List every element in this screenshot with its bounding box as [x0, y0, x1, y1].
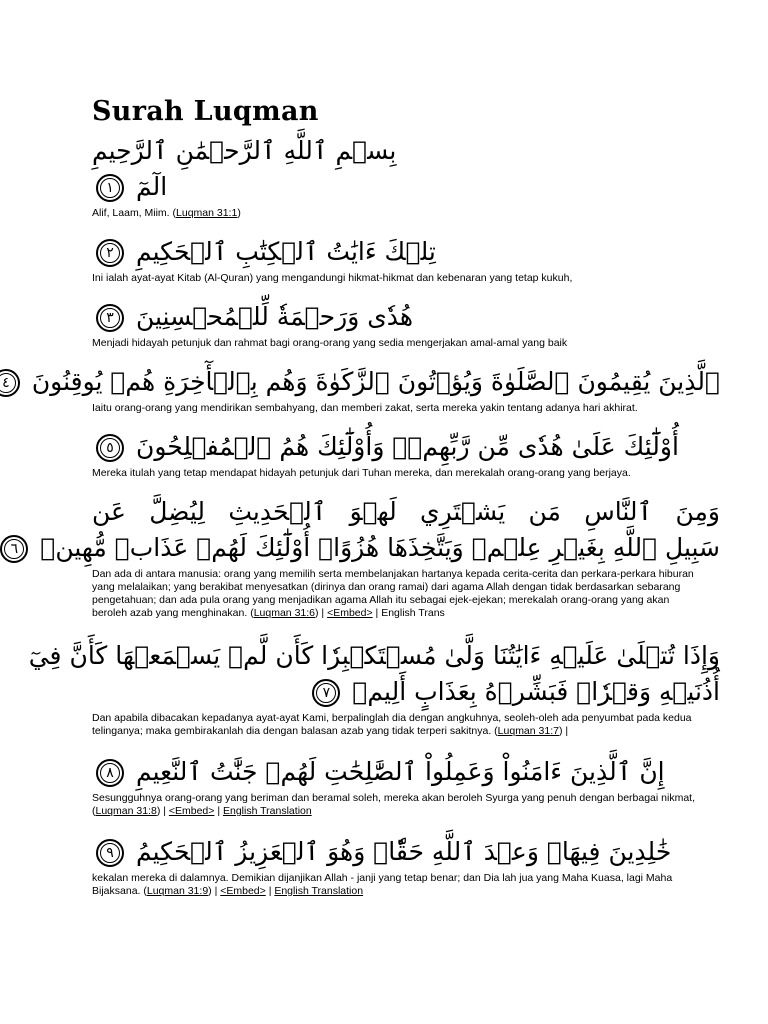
verse-9-translation-text: kekalan mereka di dalamnya. Demikian dijanjikan Allah - janji yang tetap benar; dan Dia lah jua yang Maha Kuasa, lagi Maha Bijaksana. ( — [92, 872, 673, 897]
spacer — [92, 285, 768, 299]
verse-5-text: أُوْلَٰٓئِكَ عَلَىٰ هُدٗى مِّن رَّبِّهِمۡۖ وَأُوْلَٰٓئِكَ هُمُ ٱلۡمُفۡلِحُونَ — [135, 432, 679, 461]
verse-1-text: الٓمٓ — [135, 172, 168, 201]
verse-6-english-text: English Trans — [381, 607, 445, 619]
verse-6-marker: ٦ — [0, 535, 28, 563]
verse-6-text-2: سَبِيلِ ٱللَّهِ بِغَيۡرِ عِلۡمٖ وَيَتَّخِذَهَا هُزُوًاۚ أُوْلَٰٓئِكَ لَهُمۡ عَذَابٞ مُّهِينٞ — [40, 533, 720, 562]
verse-2-text: تِلۡكَ ءَايَٰتُ ٱلۡكِتَٰبِ ٱلۡحَكِيمِ — [135, 237, 436, 266]
verse-8-ref-link[interactable]: Luqman 31:8 — [95, 805, 157, 817]
verse-9-sep-1: ) | — [208, 885, 221, 897]
verse-5-marker: ٥ — [96, 434, 124, 462]
basmala — [92, 133, 720, 169]
verse-4-translation: Iaitu orang-orang yang mendirikan sembahyang, dan memberi zakat, serta mereka yakin tentang adanya hari akhirat. — [92, 402, 638, 414]
verse-3-arabic — [92, 299, 720, 335]
verse-1-arabic — [92, 169, 720, 205]
verse-9-embed-link[interactable]: <Embed> — [220, 885, 266, 897]
verse-8-english-link[interactable]: English Translation — [222, 805, 312, 817]
verse-2-marker: ٢ — [96, 239, 124, 267]
verse-9-sep-2: | — [265, 885, 275, 897]
spacer — [92, 350, 768, 364]
verse-4-arabic — [2, 364, 720, 400]
verse-8-sep-2: | — [214, 805, 223, 817]
verse-9-ref-link[interactable]: Luqman 31:9 — [146, 885, 209, 897]
verse-9-marker: ٩ — [96, 839, 124, 867]
verse-7-marker: ٧ — [312, 679, 340, 707]
spacer — [92, 415, 768, 429]
verse-4-text: ٱلَّذِينَ يُقِيمُونَ ٱلصَّلَوٰةَ وَيُؤۡتُونَ ٱلزَّكَوٰةَ وَهُم بِٱلۡأٓخِرَةِ هُمۡ يُوقِنُونَ — [31, 367, 720, 396]
verse-7-arabic-line-2 — [92, 674, 720, 710]
verse-8-text: إِنَّ ٱلَّذِينَ ءَامَنُواْ وَعَمِلُواْ ٱلصَّٰلِحَٰتِ لَهُمۡ جَنَّٰتُ ٱلنَّعِيمِ — [135, 757, 665, 786]
verse-8-sep-1: ) | — [156, 805, 169, 817]
verse-8-translation-text: Sesungguhnya orang-orang yang beriman dan beramal soleh, mereka akan beroleh Syurga yang penuh dengan berbagai nikmat, ( — [92, 792, 695, 817]
spacer — [92, 818, 768, 834]
verse-7-arabic-line-1 — [28, 638, 720, 674]
verse-7-text-1: وَإِذَا تُتۡلَىٰ عَلَيۡهِ ءَايَٰتُنَا وَلَّىٰ مُسۡتَكۡبِرٗا كَأَن لَّمۡ يَسۡمَعۡهَا كَأَنَّ فِيٓ — [28, 641, 720, 670]
spacer — [92, 480, 768, 494]
verse-8-translation — [92, 792, 702, 818]
verse-1-after: ) — [237, 207, 241, 219]
verse-1-ref-link[interactable]: Luqman 31:1 — [176, 207, 238, 219]
verse-6-translation-text: Dan ada di antara manusia: orang yang memilih serta membelanjakan hartanya kepada cerita-cerita dan perkara-perkara hiburan yang melalaikan; yang berakibat menyesatkan (dirinya dan orang ramai) dari agama Allah dengan tidak berdasarkan sebarang pengetahuan; dan ada pula orang yang menjadikan agama Allah itu sebagai ejek-ejekan; merekalah orang-orang yang akan beroleh azab yang menghinakan. ( — [92, 568, 694, 619]
verse-3-marker: ٣ — [96, 304, 124, 332]
verse-8-embed-link[interactable]: <Embed> — [168, 805, 215, 817]
verse-7-translation — [92, 712, 702, 738]
verse-9-text: خَٰلِدِينَ فِيهَاۖ وَعۡدَ ٱللَّهِ حَقّٗاۚ وَهُوَ ٱلۡعَزِيزُ ٱلۡحَكِيمُ — [135, 837, 672, 866]
verse-9-arabic — [92, 834, 720, 870]
verse-7-ref-link[interactable]: Luqman 31:7 — [497, 725, 559, 737]
verse-6-embed-link[interactable]: <Embed> — [327, 607, 373, 619]
verse-5-arabic — [92, 429, 720, 465]
verse-6-sep-1: ) | — [315, 607, 328, 619]
verse-9-translation — [92, 872, 702, 898]
verse-2-translation: Ini ialah ayat-ayat Kitab (Al-Quran) yang mengandungi hikmat-hikmat dan kebenaran yang tetap kukuh, — [92, 272, 573, 284]
verse-3-text: هُدٗى وَرَحۡمَةٗ لِّلۡمُحۡسِنِينَ — [135, 302, 414, 331]
verse-7-after: ) | — [558, 725, 569, 737]
verse-1-marker: ١ — [96, 174, 124, 202]
verse-6-ref-link[interactable]: Luqman 31:6 — [253, 607, 316, 619]
verse-7-translation-text: Dan apabila dibacakan kepadanya ayat-ayat Kami, berpalinglah dia dengan angkuhnya, seoleh-oleh ada penyumbat pada kedua telinganya; maka gembirakanlah dia dengan balasan azab yang tidak terperi sakitnya. ( — [92, 712, 692, 737]
verse-6-translation — [92, 568, 702, 620]
verse-6-arabic-line-2 — [10, 530, 720, 566]
verse-9-english-link[interactable]: English Translation — [274, 885, 364, 897]
document-page — [2, 0, 768, 898]
verse-3-translation: Menjadi hidayah petunjuk dan rahmat bagi orang-orang yang sedia mengerjakan amal-amal yang baik — [92, 337, 568, 349]
verse-1-translation-text: Alif, Laam, Miim. ( — [92, 207, 177, 219]
verse-6-text-1: وَمِنَ ٱلنَّاسِ مَن يَشۡتَرِي لَهۡوَ ٱلۡحَدِيثِ لِيُضِلَّ عَن — [92, 497, 720, 526]
verse-6-arabic-line-1 — [92, 494, 720, 530]
verse-8-arabic — [92, 754, 720, 790]
spacer — [92, 738, 768, 754]
verse-4-marker: ٤ — [0, 369, 20, 397]
verse-1-translation — [92, 207, 702, 220]
verse-7-text-2: أُذُنَيۡهِ وَقۡرٗاۖ فَبَشِّرۡهُ بِعَذَابٍ أَلِيمٖ — [352, 677, 720, 706]
verse-2-arabic — [92, 234, 720, 270]
verse-5-translation: Mereka itulah yang tetap mendapat hidayah petunjuk dari Tuhan mereka, dan merekalah orang-orang yang berjaya. — [92, 467, 631, 479]
page-title: Surah Luqman — [92, 96, 319, 127]
basmala-text: بِسۡمِ ٱللَّهِ ٱلرَّحۡمَٰنِ ٱلرَّحِيمِ — [92, 136, 397, 165]
verse-6-sep-2: | — [372, 607, 382, 619]
spacer — [92, 220, 768, 234]
verse-8-marker: ٨ — [96, 759, 124, 787]
spacer — [92, 620, 768, 638]
